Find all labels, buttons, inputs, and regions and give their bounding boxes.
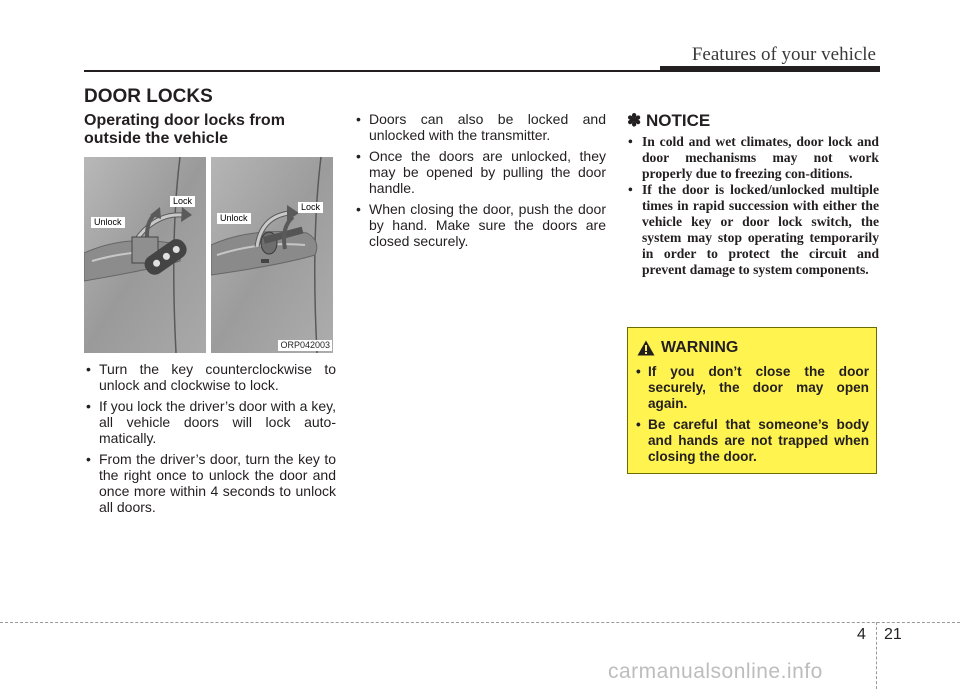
lock-label-right: Lock <box>298 202 323 213</box>
column2-bullet-list <box>354 111 606 254</box>
warning-title: WARNING <box>661 339 739 356</box>
notice-title: ✽ NOTICE <box>627 111 711 130</box>
section-title: DOOR LOCKS <box>84 86 213 107</box>
list-item: • Doors can also be locked and unlocked with the transmitter. <box>354 111 606 143</box>
subheading: Operating door locks from outside the vehicle <box>84 112 285 147</box>
section-number: 4 <box>857 626 866 643</box>
list-item: • Once the doors are unlocked, they may be opened by pulling the door handle. <box>354 148 606 196</box>
list-item: • If you lock the driver’s door with a key, all vehicle doors will lock auto-matically. <box>84 398 336 446</box>
footer-rule <box>0 622 960 623</box>
list-item: • Turn the key counterclockwise to unlock and clockwise to lock. <box>84 361 336 393</box>
figure-code: ORP042003 <box>280 340 330 350</box>
list-item: • Be careful that someone’s body and hands are not trapped when closing the door. <box>635 417 869 465</box>
figure-panel-right <box>211 157 333 353</box>
door-handle-illustration <box>211 157 333 353</box>
header-title: Features of your vehicle <box>691 44 876 65</box>
list-item: • When closing the door, push the door by hand. Make sure the doors are closed securely. <box>354 201 606 249</box>
page-number: 21 <box>884 626 902 643</box>
warning-triangle-icon <box>637 340 655 356</box>
list-item: • If you don’t close the door securely, the door may open again. <box>635 364 869 412</box>
header-rule-accent <box>660 66 880 72</box>
list-item: • In cold and wet climates, door lock and door mechanisms may not work properly due to freezing con-ditions. <box>627 134 879 182</box>
watermark: carmanualsonline.info <box>608 660 823 683</box>
warning-header <box>637 339 738 357</box>
figure-panel-left <box>84 157 206 353</box>
warning-box <box>627 327 877 474</box>
list-item: • From the driver’s door, turn the key to the right once to unlock the door and once more within 4 seconds to unlock all doors. <box>84 451 336 515</box>
lock-label-left: Lock <box>170 196 195 207</box>
unlock-label-left: Unlock <box>91 217 125 228</box>
notice-list <box>627 134 879 278</box>
door-key-illustration <box>84 157 206 353</box>
list-item: • If the door is locked/unlocked multiple times in rapid succession with either the vehicle key or door lock switch, the system may stop operating temporarily in order to protect the circuit and prevent damage to system components. <box>627 182 879 278</box>
column1-bullet-list <box>84 361 336 520</box>
unlock-label-right: Unlock <box>217 213 251 224</box>
door-lock-figure <box>84 157 334 353</box>
page-number-divider <box>876 622 877 689</box>
warning-list <box>635 364 869 470</box>
